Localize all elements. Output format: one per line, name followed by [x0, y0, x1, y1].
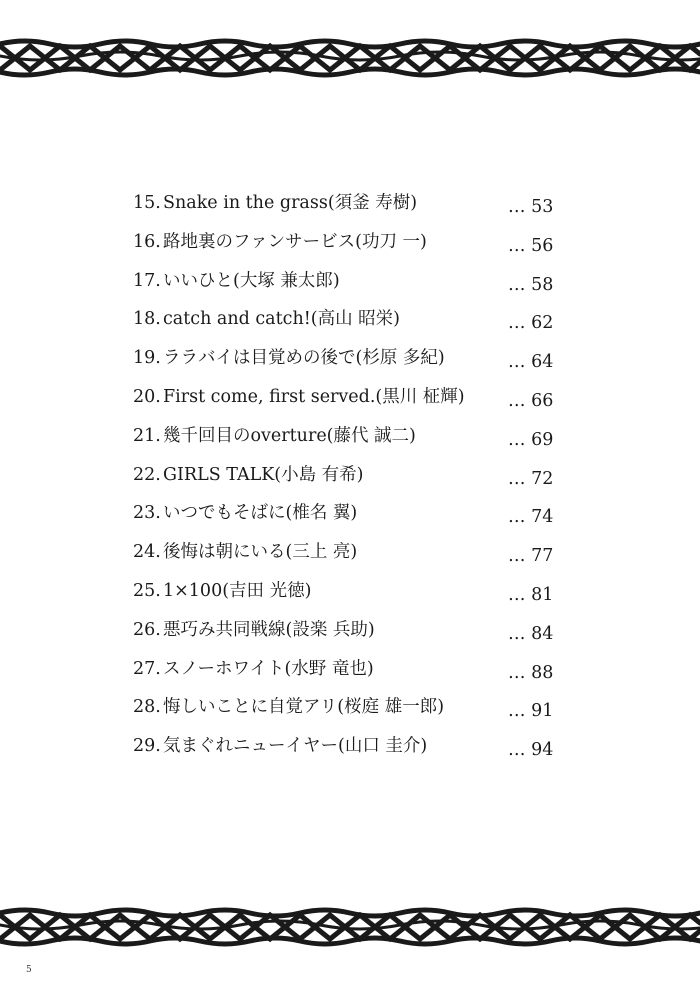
toc-entry-number: 25. — [133, 580, 161, 601]
toc-entry-number: 18. — [133, 309, 161, 330]
toc-entry-page: … 56 — [508, 235, 554, 256]
top-decorative-border — [0, 36, 700, 80]
toc-entry — [133, 341, 563, 380]
table-of-contents — [133, 186, 563, 768]
toc-entry-page: … 66 — [508, 390, 554, 411]
toc-entry-title: 幾千回目のoverture(藤代 誠二) — [163, 425, 416, 446]
toc-entry-page: … 58 — [508, 274, 554, 295]
toc-entry-title: いつでもそばに(椎名 翼) — [163, 503, 358, 524]
toc-entry — [133, 419, 563, 458]
toc-entry — [133, 225, 563, 264]
toc-entry-number: 21. — [133, 425, 161, 446]
toc-entry-page: … 69 — [508, 429, 554, 450]
toc-entry-title: catch and catch!(高山 昭栄) — [163, 309, 400, 330]
toc-entry — [133, 652, 563, 691]
toc-entry — [133, 264, 563, 303]
toc-entry-number: 26. — [133, 619, 161, 640]
toc-entry-title: 気まぐれニューイヤー(山口 圭介) — [163, 736, 428, 757]
toc-entry — [133, 380, 563, 419]
toc-entry — [133, 496, 563, 535]
toc-entry — [133, 690, 563, 729]
toc-entry-page: … 53 — [508, 197, 554, 217]
toc-entry — [133, 458, 563, 497]
toc-entry-page: … 94 — [508, 740, 554, 761]
top-border-pattern — [0, 41, 700, 75]
toc-entry-number: 15. — [133, 193, 161, 213]
toc-entry-number: 23. — [133, 503, 161, 524]
toc-entry-number: 16. — [133, 231, 161, 252]
toc-entry — [133, 535, 563, 574]
bottom-border-pattern — [0, 910, 700, 944]
toc-entry-number: 17. — [133, 270, 161, 291]
toc-entry — [133, 729, 563, 768]
toc-entry-title: GIRLS TALK(小島 有希) — [163, 464, 364, 485]
toc-entry-title: ララバイは目覚めの後で(杉原 多紀) — [163, 348, 445, 369]
toc-entry-title: いいひと(大塚 兼太郎) — [163, 270, 340, 291]
toc-entry — [133, 574, 563, 613]
toc-entry-page: … 77 — [508, 546, 554, 567]
toc-entry-title: 1×100(吉田 光徳) — [163, 580, 312, 601]
toc-entry-title: First come, first served.(黒川 柾輝) — [163, 386, 465, 407]
toc-entry-title: 路地裏のファンサービス(功刀 一) — [163, 231, 427, 252]
toc-entry — [133, 302, 563, 341]
toc-entry-number: 24. — [133, 542, 161, 563]
toc-entry-page: … 72 — [508, 468, 554, 489]
toc-entry-page: … 62 — [508, 313, 554, 334]
toc-entry-title: 悪巧み共同戦線(設楽 兵助) — [163, 619, 375, 640]
toc-entry-page: … 81 — [508, 584, 554, 605]
toc-entry-page: … 84 — [508, 623, 554, 644]
toc-entry-page: … 64 — [508, 352, 554, 373]
toc-entry-title: 後悔は朝にいる(三上 亮) — [163, 542, 358, 563]
toc-entry-page: … 88 — [508, 662, 554, 683]
toc-entry — [133, 613, 563, 652]
bottom-decorative-border — [0, 905, 700, 949]
toc-entry — [133, 186, 563, 225]
toc-entry-number: 20. — [133, 386, 161, 407]
toc-entry-number: 27. — [133, 658, 161, 679]
toc-entry-page: … 91 — [508, 701, 554, 722]
toc-entry-page: … 74 — [508, 507, 554, 528]
toc-entry-number: 28. — [133, 697, 161, 718]
toc-entry-title: 悔しいことに自覚アリ(桜庭 雄一郎) — [163, 697, 445, 718]
toc-entry-number: 22. — [133, 464, 161, 485]
page-number: 5 — [26, 965, 32, 975]
toc-entry-number: 19. — [133, 348, 161, 369]
toc-entry-number: 29. — [133, 736, 161, 757]
toc-entry-title: スノーホワイト(水野 竜也) — [163, 658, 374, 679]
toc-entry-title: Snake in the grass(須釜 寿樹) — [163, 193, 418, 213]
